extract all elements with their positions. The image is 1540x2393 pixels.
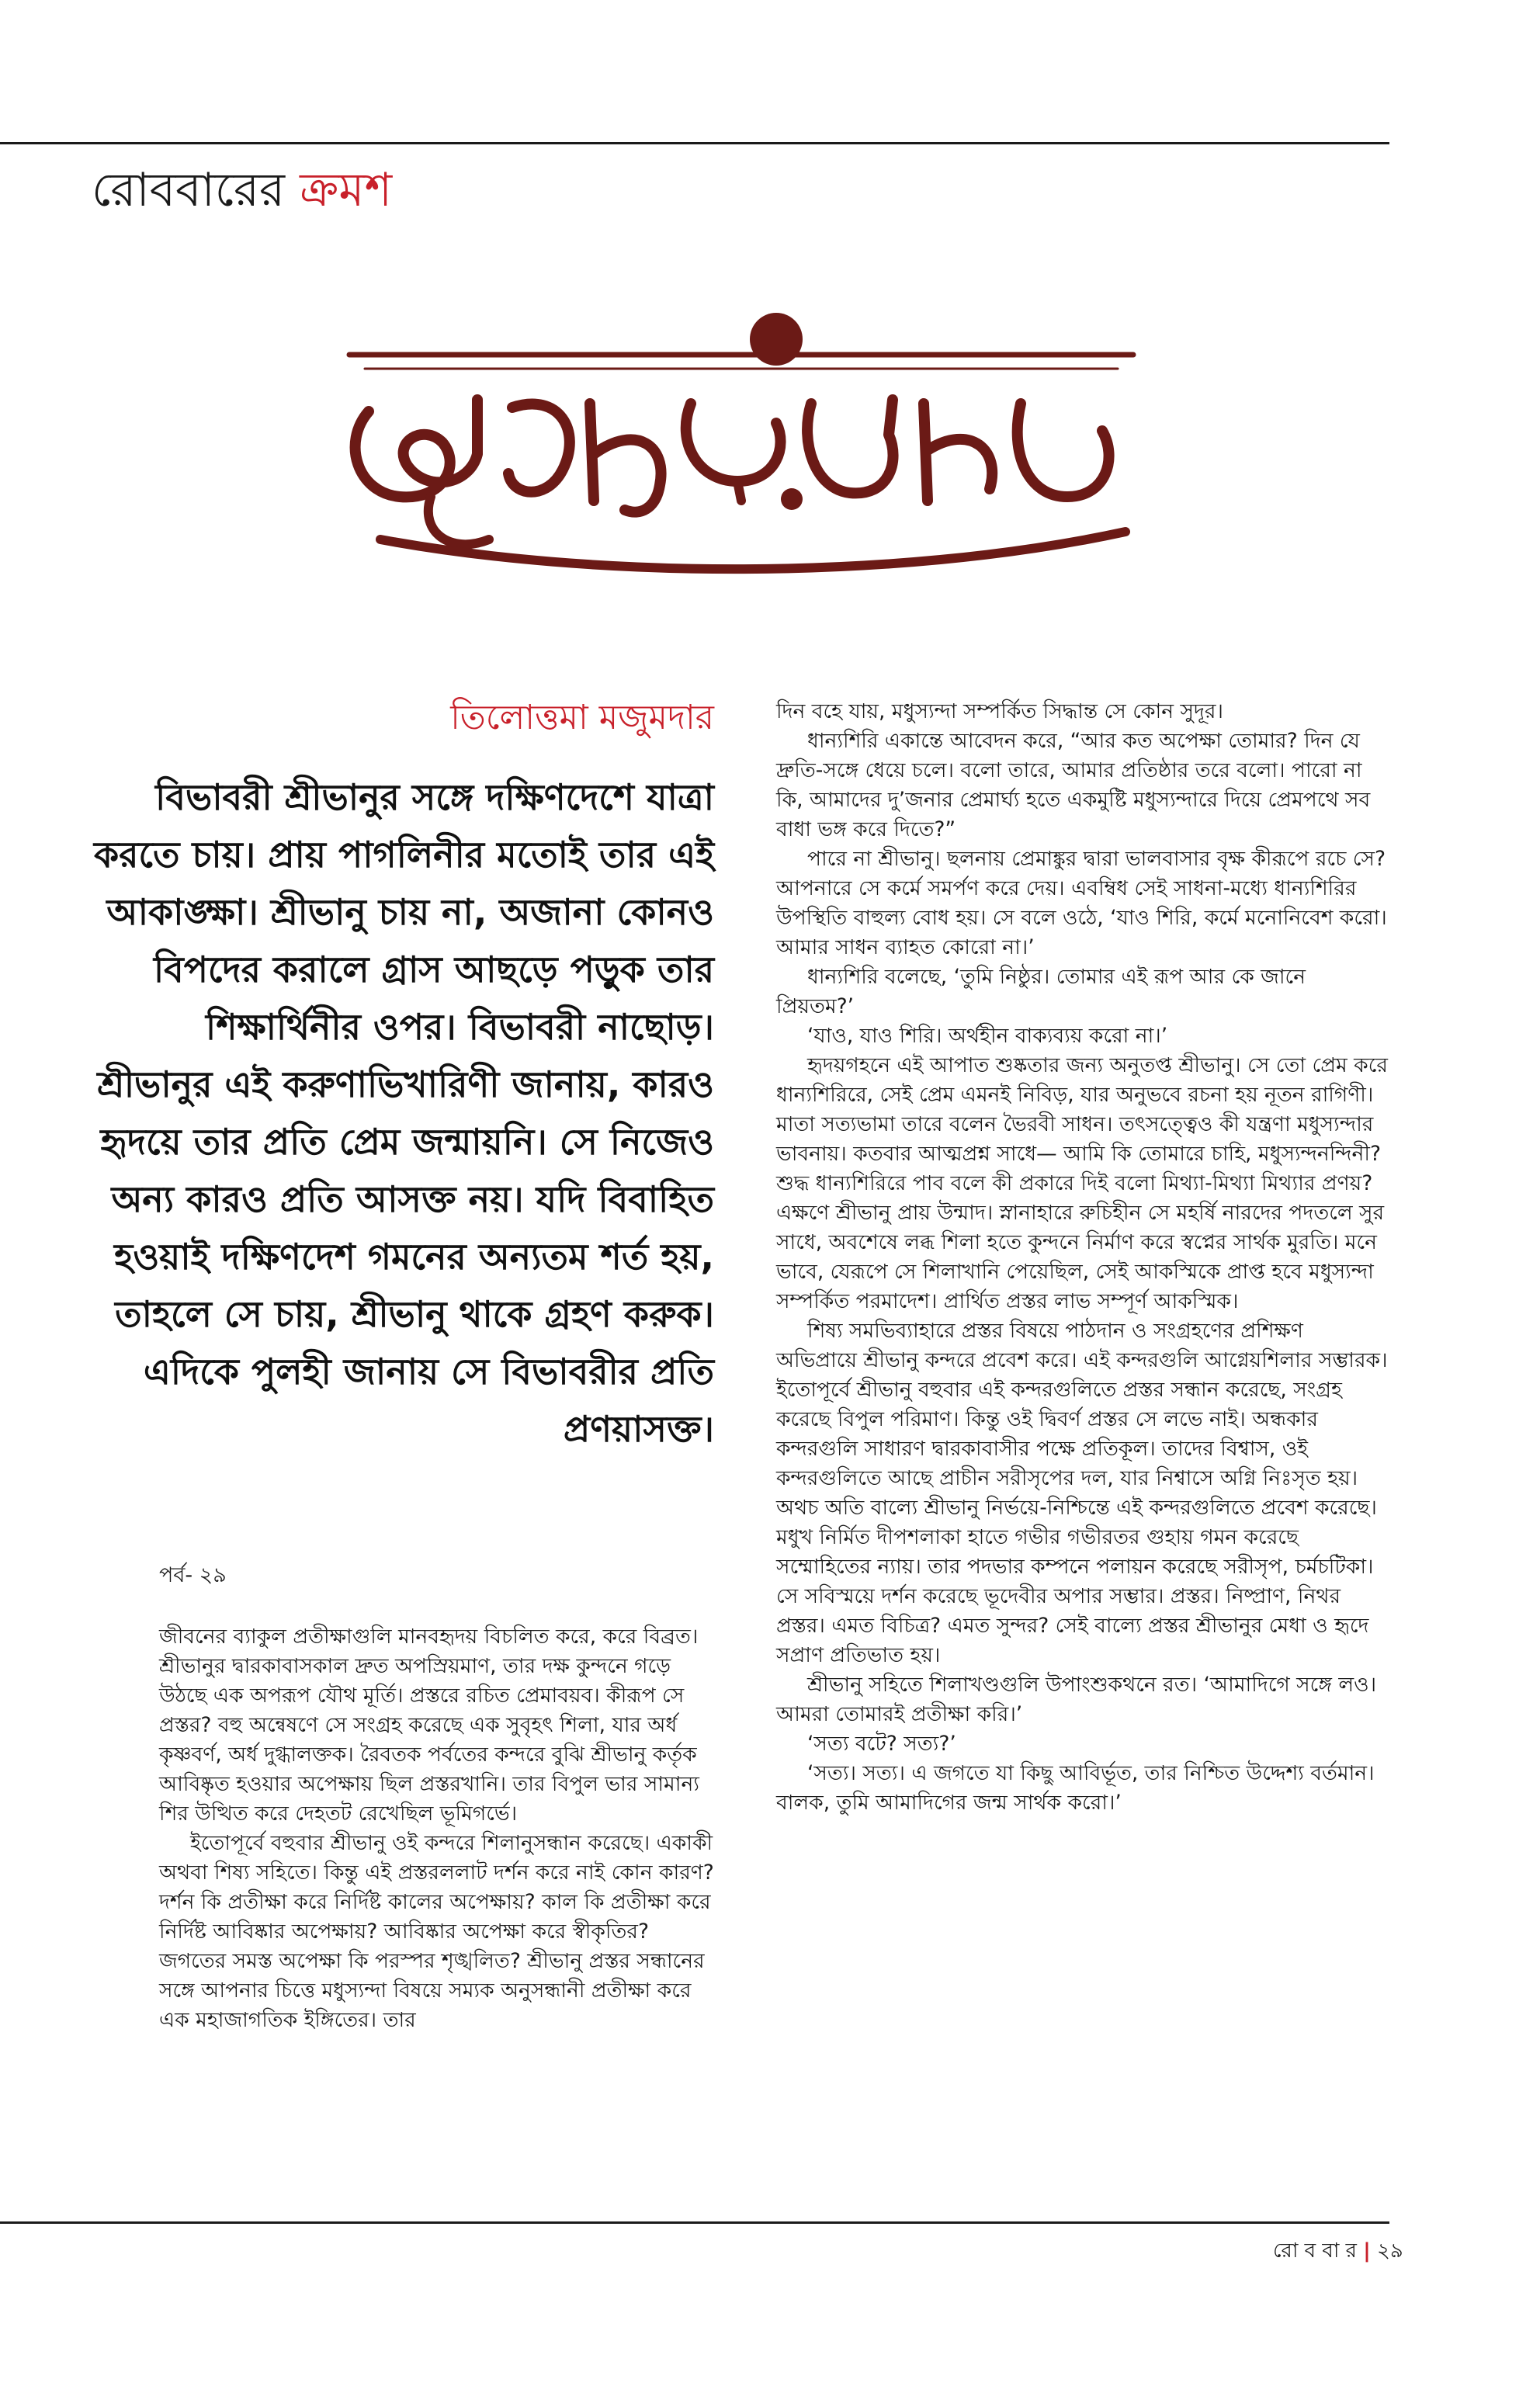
body-paragraph: ‘যাও, যাও শিরি। অর্থহীন বাক্যব্যয় করো না।’ bbox=[807, 1024, 1168, 1048]
body-paragraph: শ্রীভানু সহিতে শিলাখণ্ডগুলি উপাংশুকথনে রত। ‘আমাদিগে সঙ্গে লও। আমরা তোমারই প্রতীক্ষা করি।’ bbox=[776, 1673, 1377, 1726]
body-paragraph: দিন বহে যায়, মধুস্যন্দা সম্পর্কিত সিদ্ধান্ত সে কোন সুদূর। bbox=[776, 699, 1223, 723]
top-rule bbox=[0, 142, 1389, 144]
body-paragraph: ইতোপূর্বে বহুবার শ্রীভানু ওই কন্দরে শিলানুসন্ধান করেছে। একাকী অথবা শিষ্য সহিতে। কিন্তু এই প্রস্তরললাট দর্শন করে নাই কোন কারণ? দর্শন কি প্রতীক্ষা করে নির্দিষ্ট কালের অপেক্ষায়? কাল কি প্রতীক্ষা করে নির্দিষ্ট আবিষ্কার অপেক্ষায়? আবিষ্কার অপেক্ষা করে স্বীকৃতির? জগতের সমস্ত অপেক্ষা কি পরস্পর শৃঙ্খলিত? শ্রীভানু প্রস্তর সন্ধানের সঙ্গে আপনার চিত্তে মধুস্যন্দা বিষয়ে সম্যক অনুসন্ধানী প্রতীক্ষা করে এক মহাজাগতিক ইঙ্গিতের। তার bbox=[159, 1831, 714, 2032]
body-paragraph: ‘সত্য। সত্য। এ জগতে যা কিছু আবির্ভূত, তার নিশ্চিত উদ্দেশ্য বর্তমান। বালক, তুমি আমাদিগের জন্ম সার্থক করো।’ bbox=[776, 1761, 1375, 1815]
body-paragraph: ধান্যশিরি একান্তে আবেদন করে, “আর কত অপেক্ষা তোমার? দিন যে দ্রুতি-সঙ্গে ধেয়ে চলে। বলো তারে, আমার প্রতিষ্ঠার তরে বলো। পারো না কি, আমাদের দু’জনার প্রেমার্ঘ্য হতে একমুষ্টি মধুস্যন্দারে দিয়ে প্রেমপথে সব বাধা ভঙ্গ করে দিতে?” bbox=[776, 729, 1371, 841]
intro-paragraph: বিভাবরী শ্রীভানুর সঙ্গে দক্ষিণদেশে যাত্রা করতে চায়। প্রায় পাগলিনীর মতোই তার এই আকাঙ্ক্ষা। শ্রীভানু চায় না, অজানা কোনও বিপদের করালে গ্রাস আছড়ে পড়ুক তার শিক্ষার্থিনীর ওপর। বিভাবরী নাছোড়। শ্রীভানুর এই করুণাভিখারিণী জানায়, কারও হৃদয়ে তার প্রতি প্রেম জন্মায়নি। সে নিজেও অন্য কারও প্রতি আসক্ত নয়। যদি বিবাহিত হওয়াই দক্ষিণদেশ গমনের অন্যতম শর্ত হয়, তাহলে সে চায়, শ্রীভানু থাকে গ্রহণ করুক। এদিকে পুলহী জানায় সে বিভাবরীর প্রতি প্রণয়াসক্ত। bbox=[93, 776, 714, 1450]
bottom-rule bbox=[0, 2221, 1389, 2224]
left-column bbox=[159, 1622, 722, 2035]
body-paragraph: ধান্যশিরি বলেছে, ‘তুমি নিষ্ঠুর। তোমার এই রূপ আর কে জানে প্রিয়তম?’ bbox=[776, 965, 1306, 1018]
episode-number: পর্ব- ২৯ bbox=[159, 1563, 227, 1587]
footer-magazine-name: রো ব বা র bbox=[1273, 2239, 1357, 2263]
section-header-word1: রোববারের bbox=[92, 163, 286, 217]
page-footer bbox=[1273, 2238, 1403, 2264]
footer-separator: | bbox=[1363, 2239, 1371, 2263]
body-paragraph: শিষ্য সমভিব্যাহারে প্রস্তর বিষয়ে পাঠদান ও সংগ্রহণের প্রশিক্ষণ অভিপ্রায়ে শ্রীভানু কন্দরে প্রবেশ করে। এই কন্দরগুলি আগ্নেয়শিলার সম্ভারক। ইতোপূর্বে শ্রীভানু বহুবার এই কন্দরগুলিতে প্রস্তর সন্ধান করেছে, সংগ্রহ করেছে বিপুল পরিমাণ। কিন্তু ওই দ্বিবর্ণ প্রস্তর সে লভে নাই। অন্ধকার কন্দরগুলি সাধারণ দ্বারকাবাসীর পক্ষে প্রতিকূল। তাদের বিশ্বাস, ওই কন্দরগুলিতে আছে প্রাচীন সরীসৃপের দল, যার নিশ্বাসে অগ্নি নিঃসৃত হয়। অথচ অতি বাল্যে শ্রীভানু নির্ভয়ে-নিশ্চিন্তে এই কন্দরগুলিতে প্রবেশ করেছে। মধুখ নির্মিত দীপশলাকা হাতে গভীর গভীরতর গুহায় গমন করেছে সম্মোহিতের ন্যায়। তার পদভার কম্পনে পলায়ন করেছে সরীসৃপ, চর্মচটিকা। সে সবিস্ময়ে দর্শন করেছে ভূদেবীর অপার সম্ভার। প্রস্তর। নিষ্প্রাণ, নিথর প্রস্তর। এমত বিচিত্র? এমত সুন্দর? সেই বাল্যে প্রস্তর শ্রীভানুর মেধা ও হৃদে সপ্রাণ প্রতিভাত হয়। bbox=[776, 1319, 1388, 1667]
body-paragraph: জীবনের ব্যাকুল প্রতীক্ষাগুলি মানবহৃদয় বিচলিত করে, করে বিব্রত। শ্রীভানুর দ্বারকাবাসকাল দ্রুত অপস্রিয়মাণ, তার দক্ষ কুন্দনে গড়ে উঠছে এক অপরূপ যৌথ মূর্তি। প্রস্তরে রচিত প্রেমাবয়ব। কীরূপ সে প্রস্তর? বহু অন্বেষণে সে সংগ্রহ করেছে এক সুবৃহৎ শিলা, যার অর্ধ কৃষ্ণবর্ণ, অর্ধ দুগ্ধালক্তক। রৈবতক পর্বতের কন্দরে বুঝি শ্রীভানু কর্তৃক আবিষ্কৃত হওয়ার অপেক্ষায় ছিল প্রস্তরখানি। তার বিপুল ভার সামান্য শির উত্থিত করে দেহতট রেখেছিল ভূমিগর্ভে। bbox=[159, 1625, 699, 1826]
body-paragraph: ‘সত্য বটে? সত্য?’ bbox=[807, 1732, 956, 1756]
section-header-word2: ক্রমশ bbox=[300, 163, 393, 217]
body-paragraph: হৃদয়গহনে এই আপাত শুষ্কতার জন্য অনুতপ্ত শ্রীভানু। সে তো প্রেম করে ধান্যশিরিরে, সেই প্রেম এমনই নিবিড়, যার অনুভবে রচনা হয় নূতন রাগিণী। মাতা সত্যভামা তারে বলেন ভৈরবী সাধন। তৎসত্ত্বেও কী যন্ত্রণা মধুস্যন্দার ভাবনায়। কতবার আত্মপ্রশ্ন সাধে— আমি কি তোমারে চাহি, মধুস্যন্দনন্দিনী? শুদ্ধ ধান্যশিরিরে পাব বলে কী প্রকারে দিই বলো মিথ্যা-মিথ্যা মিথ্যার প্রণয়? এক্ষণে শ্রীভানু প্রায় উন্মাদ। স্নানাহারে রুচিহীন সে মহর্ষি নারদের পদতলে সুর সাধে, অবশেষে লব্ধ শিলা হতে কুন্দনে নির্মাণ করে স্বপ্নের সার্থক মুরতি। মনে ভাবে, যেরূপে সে শিলাখানি পেয়েছিল, সেই আকস্মিকে প্রাপ্ত হবে মধুস্যন্দা সম্পর্কিত পরমাদেশ। প্রার্থিত প্রস্তর লাভ সম্পূর্ণ আকস্মিক। bbox=[776, 1053, 1388, 1313]
right-column bbox=[776, 697, 1389, 1818]
serial-title-logo bbox=[334, 307, 1157, 586]
page-number: ২৯ bbox=[1377, 2239, 1403, 2263]
section-header bbox=[92, 163, 392, 217]
body-paragraph: পারে না শ্রীভানু। ছলনায় প্রেমাঙ্কুর দ্বারা ভালবাসার বৃক্ষ কীরূপে রচে সে? আপনারে সে কর্মে সমর্পণ করে দেয়। এবম্বিধ সেই সাধনা-মধ্যে ধান্যশিরির উপস্থিতি বাহুল্য বোধ হয়। সে বলে ওঠে, ‘যাও শিরি, কর্মে মনোনিবেশ করো। আমার সাধন ব্যাহত কোরো না।’ bbox=[776, 847, 1387, 959]
author-name: তিলোত্তমা মজুমদার bbox=[450, 698, 714, 737]
